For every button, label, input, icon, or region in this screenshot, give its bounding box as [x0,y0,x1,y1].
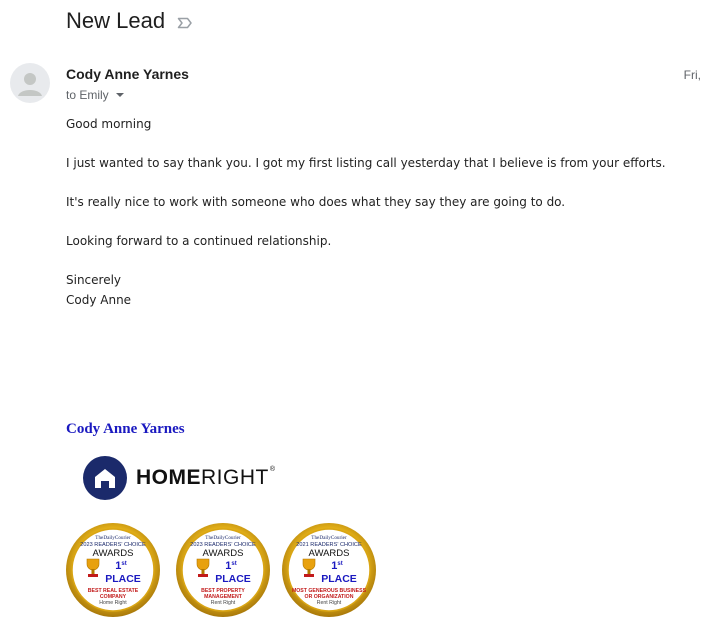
homeright-logo-icon [82,455,128,501]
signature-name: Cody Anne Yarnes [66,421,185,437]
body-paragraph: It's really nice to work with someone who does what they say they are going to do. [66,195,566,209]
badge-category-line: MANAGEMENT [204,594,242,600]
badge-place-number: 1st [331,560,343,572]
badge-category-line: OR ORGANIZATION [304,594,354,600]
email-subject: New Lead [66,8,166,33]
body-signoff: Cody Anne [66,293,132,307]
homeright-logo[interactable] [82,455,276,501]
body-paragraph: Looking forward to a continued relationship. [66,234,332,248]
badge-publisher: TheDailyCourier [205,535,241,541]
body-greeting: Good morning [66,117,152,131]
recipient-text: to Emily [66,88,109,102]
badge-publisher: TheDailyCourier [95,535,131,541]
body-closing: Sincerely [66,273,122,287]
trophy-icon [303,559,315,577]
trophy-icon [197,559,209,577]
badge-year-line: 2023 READERS' CHOICE [190,542,256,548]
badge-year-line: 2021 READERS' CHOICE [296,542,362,548]
badge-place-word: PLACE [215,573,251,585]
badge-category-line: MOST GENEROUS BUSINESS [291,588,367,594]
award-badge[interactable] [175,522,271,618]
badge-org: Rent Right [316,600,342,606]
badge-award: AWARDS [308,548,350,559]
badge-publisher: TheDailyCourier [311,535,347,541]
email-body [66,114,686,310]
caret-down-icon[interactable] [115,92,125,98]
badge-award: AWARDS [202,548,244,559]
badge-year-line: 2023 READERS' CHOICE [80,542,146,548]
logo-wordmark: HOMERIGHT® [136,466,276,489]
trophy-icon [87,559,99,577]
badge-org: Home Right [99,600,127,606]
badge-award: AWARDS [92,548,134,559]
sender-name[interactable]: Cody Anne Yarnes [66,66,189,82]
person-avatar-icon[interactable] [10,63,50,103]
badge-org: Rent Right [210,600,236,606]
body-paragraph: I just wanted to say thank you. I got my first listing call yesterday that I believe is from your efforts. [66,156,666,170]
email-date: Fri, [683,68,701,82]
award-badge[interactable] [65,522,161,618]
badge-place-word: PLACE [321,573,357,585]
subject-row [66,8,193,34]
recipient-details-toggle[interactable] [66,88,125,102]
badge-place-number: 1st [115,560,127,572]
award-badge[interactable] [281,522,377,618]
label-outline-icon[interactable] [177,16,193,30]
badge-category-line: BEST REAL ESTATE [87,588,139,594]
badge-category-line: COMPANY [99,594,127,600]
badge-place-word: PLACE [105,573,141,585]
badge-category-line: BEST PROPERTY [201,588,245,594]
badge-place-number: 1st [225,560,237,572]
